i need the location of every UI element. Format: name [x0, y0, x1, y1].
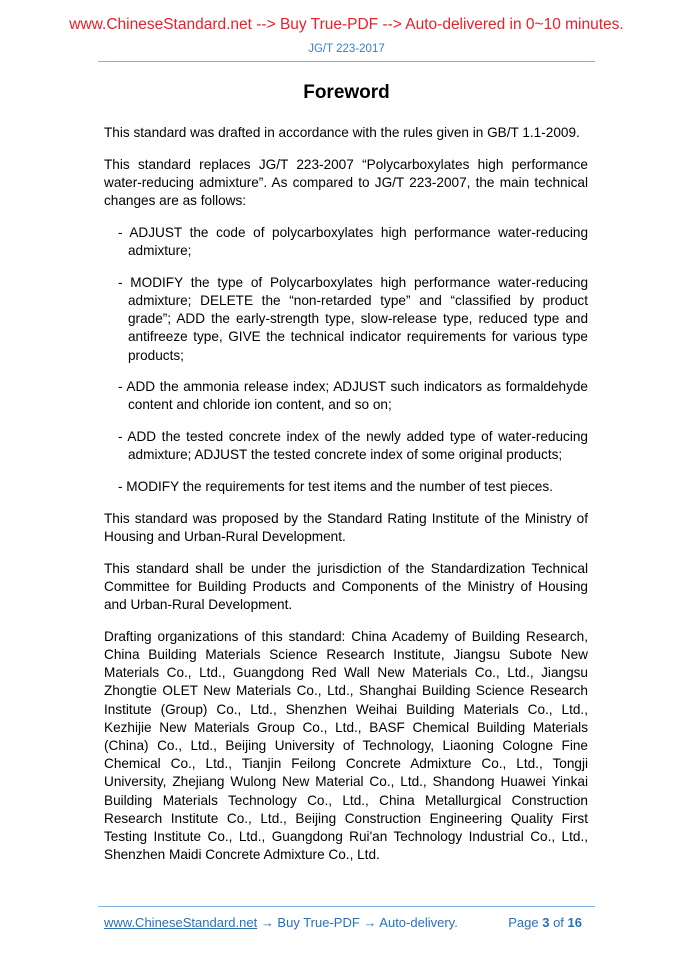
promo-banner: www.ChineseStandard.net --> Buy True-PDF --> Auto-delivered in 0~10 minutes. [69, 16, 624, 33]
header-divider [98, 61, 595, 62]
page-label: Page [508, 915, 539, 930]
header-standard-code: JG/T 223-2017 [308, 43, 385, 55]
of-label: of [553, 915, 564, 930]
list-item: - ADJUST the code of polycarboxylates high performance water-reducing admixture; [118, 224, 588, 259]
footer [104, 915, 588, 931]
page-total: 16 [567, 915, 582, 930]
paragraph: This standard shall be under the jurisdiction of the Standardization Technical Committee for Building Products and Components of the Ministry of Housing and Urban-Rural Development. [104, 560, 588, 613]
list-item: - MODIFY the requirements for test items and the number of test pieces. [118, 479, 553, 495]
list-item: - ADD the tested concrete index of the newly added type of water-reducing admixture; ADJUST the tested concrete index of some original products; [118, 429, 588, 463]
document-body [104, 124, 588, 878]
drafting-organizations: Drafting organizations of this standard: China Academy of Building Research, China Building Materials Science Research Institute, Jiangsu Subote New Materials Co., Ltd., Guangdong Red Wall New Materials Co., Ltd., Jiangsu Zhongtie OLET New Materials Co., Ltd., Shanghai Building Science Research Institute (Group) Co., Ltd., Shenzhen Weihai Building Materials Co., Ltd., Kezhijie New Materials Group Co., Ltd., BASF Chemical Building Materials (China) Co., Ltd., Beijing University of Technology, Liaoning Cologne Fine Chemical Co., Ltd., Tianjin Feilong Concrete Admixture Co., Ltd., Tongji University, Zhejiang Wulong New Material Co., Ltd., Shandong Huawei Yinkai Building Materials Technology Co., Ltd., China Metallurgical Construction Research Institute Co., Ltd., Beijing Construction Engineering Quality First Testing Institute Co., Ltd., Guangdong Rui'an Technology Industrial Co., Ltd., Shenzhen Maidi Concrete Admixture Co., Ltd. [104, 628, 588, 863]
page-title: Foreword [303, 82, 390, 103]
list-item: - MODIFY the type of Polycarboxylates high performance water-reducing admixture; DELETE the “non-retarded type” and “classified by product grade”; ADD the early-strength type, slow-release type, reduced type and antifreeze type, GIVE the technical indicator requirements for various type products; [118, 274, 588, 363]
paragraph: This standard was drafted in accordance with the rules given in GB/T 1.1-2009. [104, 125, 580, 140]
footer-divider [98, 906, 595, 907]
footer-link[interactable]: www.ChineseStandard.net [104, 915, 258, 930]
list-item: - ADD the ammonia release index; ADJUST such indicators as formaldehyde content and chloride ion content, and so on; [118, 379, 588, 413]
paragraph: This standard replaces JG/T 223-2007 “Polycarboxylates high performance water-reducing admixture”. As compared to JG/T 223-2007, the main technical changes are as follows: [104, 156, 588, 209]
paragraph: This standard was proposed by the Standard Rating Institute of the Ministry of Housing and Urban-Rural Development. [104, 510, 588, 544]
footer-text: → Buy True-PDF → Auto-delivery. [257, 915, 458, 930]
page-number: 3 [542, 915, 550, 930]
page-indicator [508, 915, 582, 931]
